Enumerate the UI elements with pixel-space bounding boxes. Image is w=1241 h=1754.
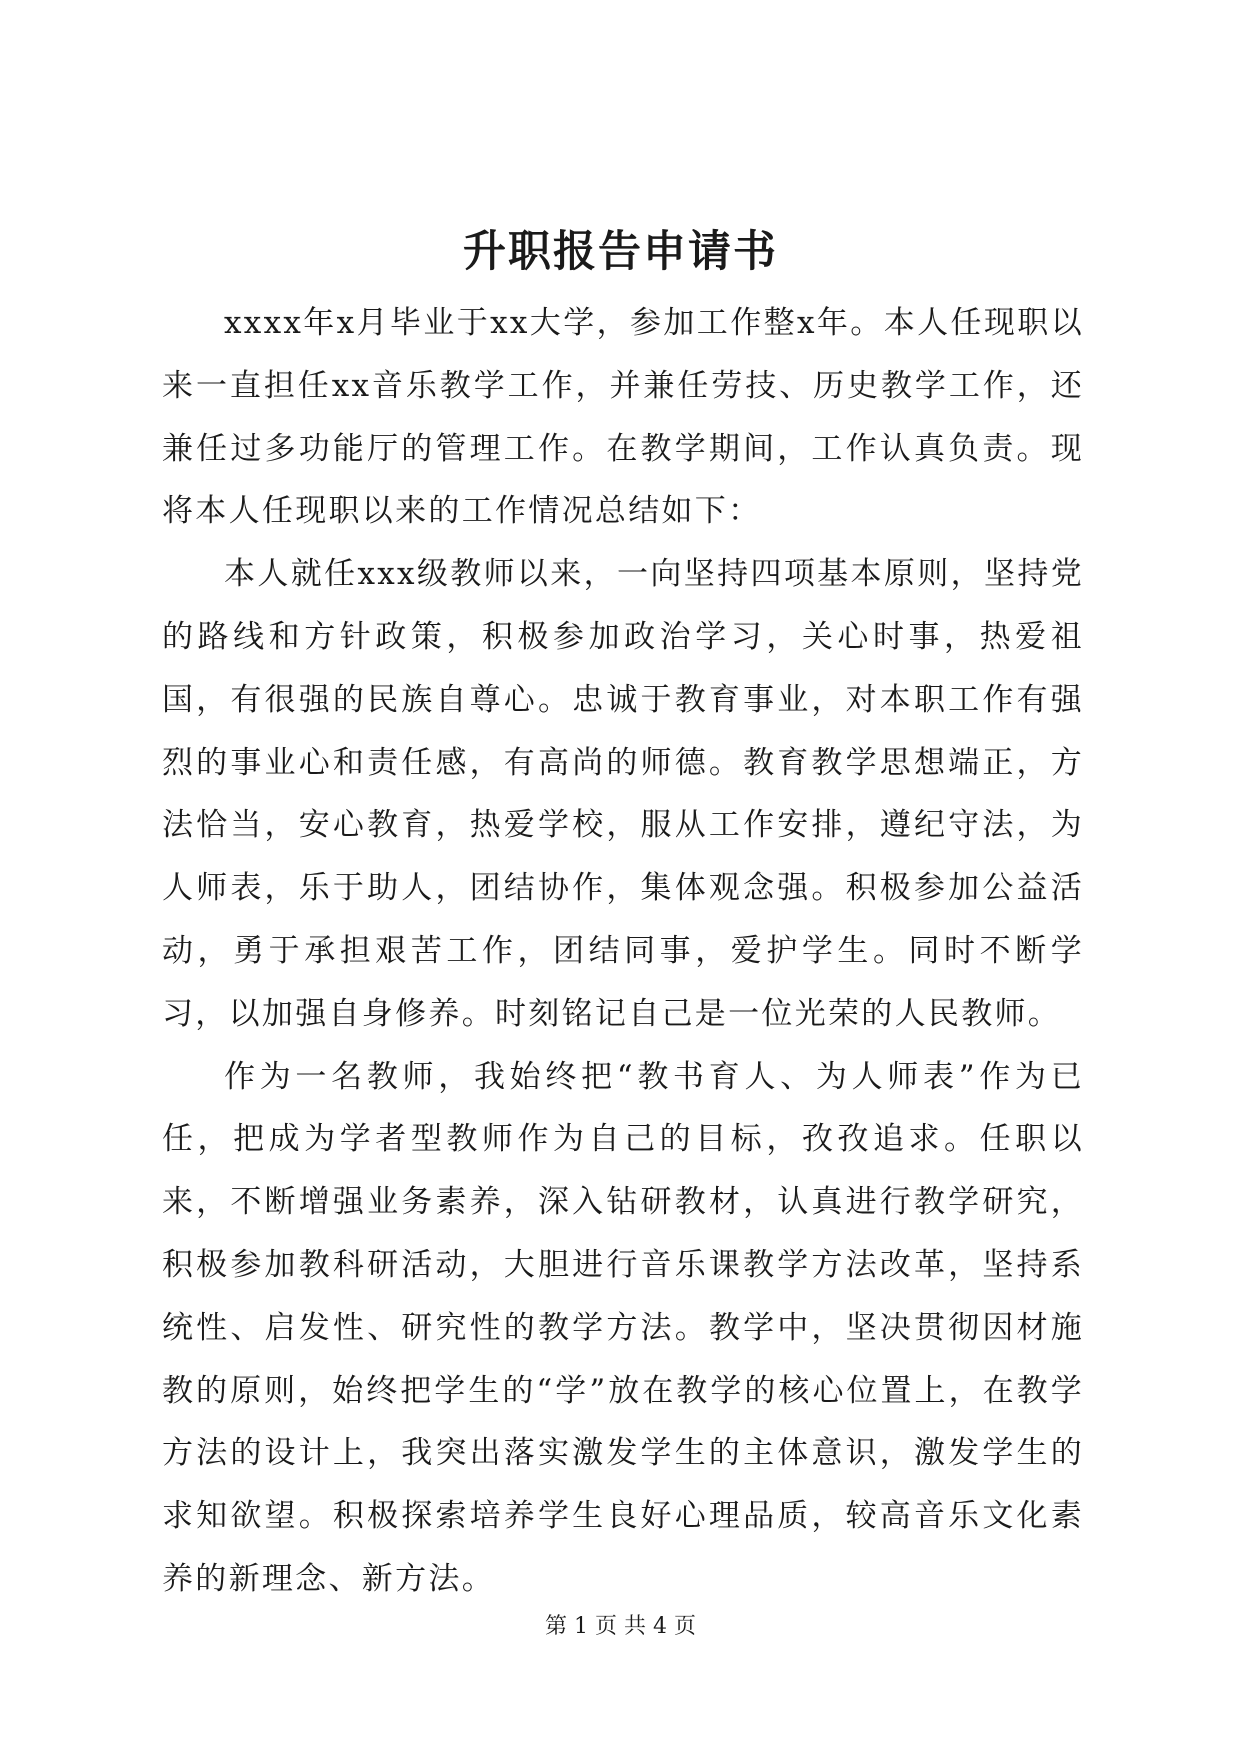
page-number-footer: 第 1 页 共 4 页 <box>545 1614 696 1639</box>
document-title: 升职报告申请书 <box>463 227 778 277</box>
document-body <box>162 292 1084 1611</box>
paragraph-3: 作为一名教师，我始终把“教书育人、为人师表”作为已任，把成为学者型教师作为自己的目标，孜孜追求。任职以来，不断增强业务素养，深入钻研教材，认真进行教学研究，积极参加教科研活动，大胆进行音乐课教学方法改革，坚持系统性、启发性、研究性的教学方法。教学中，坚决贯彻因材施教的原则，始终把学生的“学”放在教学的核心位置上，在教学方法的设计上，我突出落实激发学生的主体意识，激发学生的求知欲望。积极探索培养学生良好心理品质，较高音乐文化素养的新理念、新方法。 <box>162 1058 1084 1597</box>
paragraph-2: 本人就任xxx级教师以来，一向坚持四项基本原则，坚持党的路线和方针政策，积极参加政治学习，关心时事，热爱祖国，有很强的民族自尊心。忠诚于教育事业，对本职工作有强烈的事业心和责任感，有高尚的师德。教育教学思想端正，方法恰当，安心教育，热爱学校，服从工作安排，遵纪守法，为人师表，乐于助人，团结协作，集体观念强。积极参加公益活动，勇于承担艰苦工作，团结同事，爱护学生。同时不断学习，以加强自身修养。时刻铭记自己是一位光荣的人民教师。 <box>162 556 1084 1032</box>
paragraph-1: xxxx年x月毕业于xx大学，参加工作整x年。本人任现职以来一直担任xx音乐教学工作，并兼任劳技、历史教学工作，还兼任过多功能厅的管理工作。在教学期间，工作认真负责。现将本人任现职以来的工作情况总结如下： <box>162 305 1084 530</box>
